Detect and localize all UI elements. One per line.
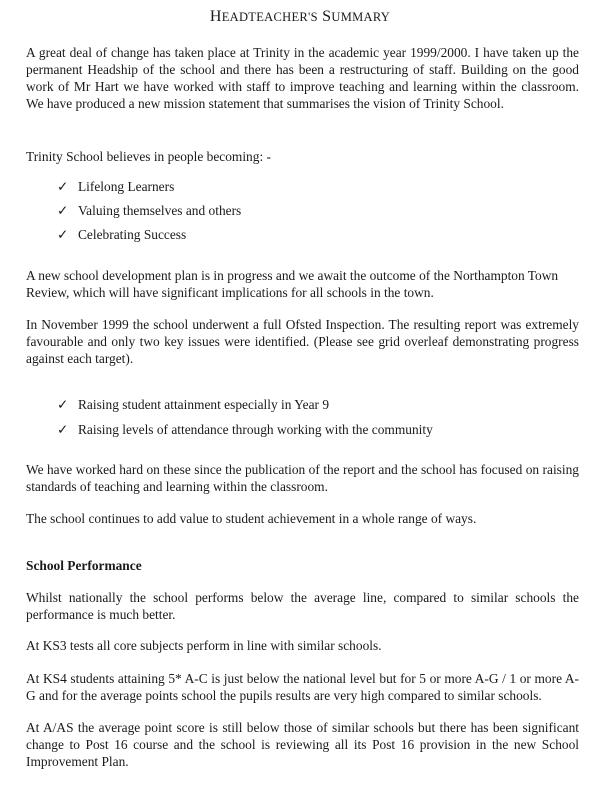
key-issue-item: [57, 396, 329, 413]
belief-item-label: Valuing themselves and others: [78, 203, 242, 218]
worked-hard-paragraph: We have worked hard on these since the publication of the report and the school has focused on raising standards of teaching and learning within the classroom.: [26, 462, 579, 494]
belief-item-label: Lifelong Learners: [78, 179, 175, 194]
belief-item-label: Celebrating Success: [78, 227, 187, 242]
ofsted-paragraph: In November 1999 the school underwent a full Ofsted Inspection. The resulting report was extremely favourable and only two key issues were identified. (Please see grid overleaf demonstrating progress against each target).: [26, 317, 579, 366]
performance-paragraph: Whilst nationally the school performs below the average line, compared to similar schools the performance is much better.: [26, 590, 579, 622]
section-heading-performance: School Performance: [26, 558, 142, 573]
a-as-paragraph: At A/AS the average point score is still below those of similar schools but there has been significant change to Post 16 course and the school is reviewing all its Post 16 provision in the new School Improvement Plan.: [26, 720, 579, 769]
key-issue-label: Raising levels of attendance through working with the community: [78, 422, 433, 437]
check-icon: ✓: [57, 179, 69, 194]
development-plan-paragraph: A new school development plan is in progress and we await the outcome of the Northampton Town Review, which will have significant implications for all schools in the town.: [26, 268, 559, 300]
check-icon: ✓: [57, 203, 69, 218]
check-icon: ✓: [57, 422, 69, 437]
check-icon: ✓: [57, 227, 69, 242]
intro-paragraph: A great deal of change has taken place at Trinity in the academic year 1999/2000. I have taken up the permanent Headship of the school and there has been a restructuring of staff. Building on the good work of Mr Hart we have worked with staff to improve teaching and learning within the classroom. We have produced a new mission statement that summarises the vision of Trinity School.: [26, 45, 579, 111]
key-issue-label: Raising student attainment especially in Year 9: [78, 397, 330, 412]
belief-item: [57, 202, 241, 219]
beliefs-lead: Trinity School believes in people becoming: -: [26, 149, 271, 164]
belief-item: [57, 226, 186, 243]
belief-item: [57, 178, 174, 195]
value-added-paragraph: The school continues to add value to student achievement in a whole range of ways.: [26, 511, 477, 526]
check-icon: ✓: [57, 397, 69, 412]
key-issue-item: [57, 421, 433, 438]
ks3-paragraph: At KS3 tests all core subjects perform in line with similar schools.: [26, 638, 382, 653]
ks4-paragraph: At KS4 students attaining 5* A-C is just below the national level but for 5 or more A-G / 1 or more A-G and for the average points school the pupils results are very high compared to similar schools.: [26, 671, 579, 703]
page-title: HEADTEACHER'S SUMMARY: [209, 8, 391, 25]
